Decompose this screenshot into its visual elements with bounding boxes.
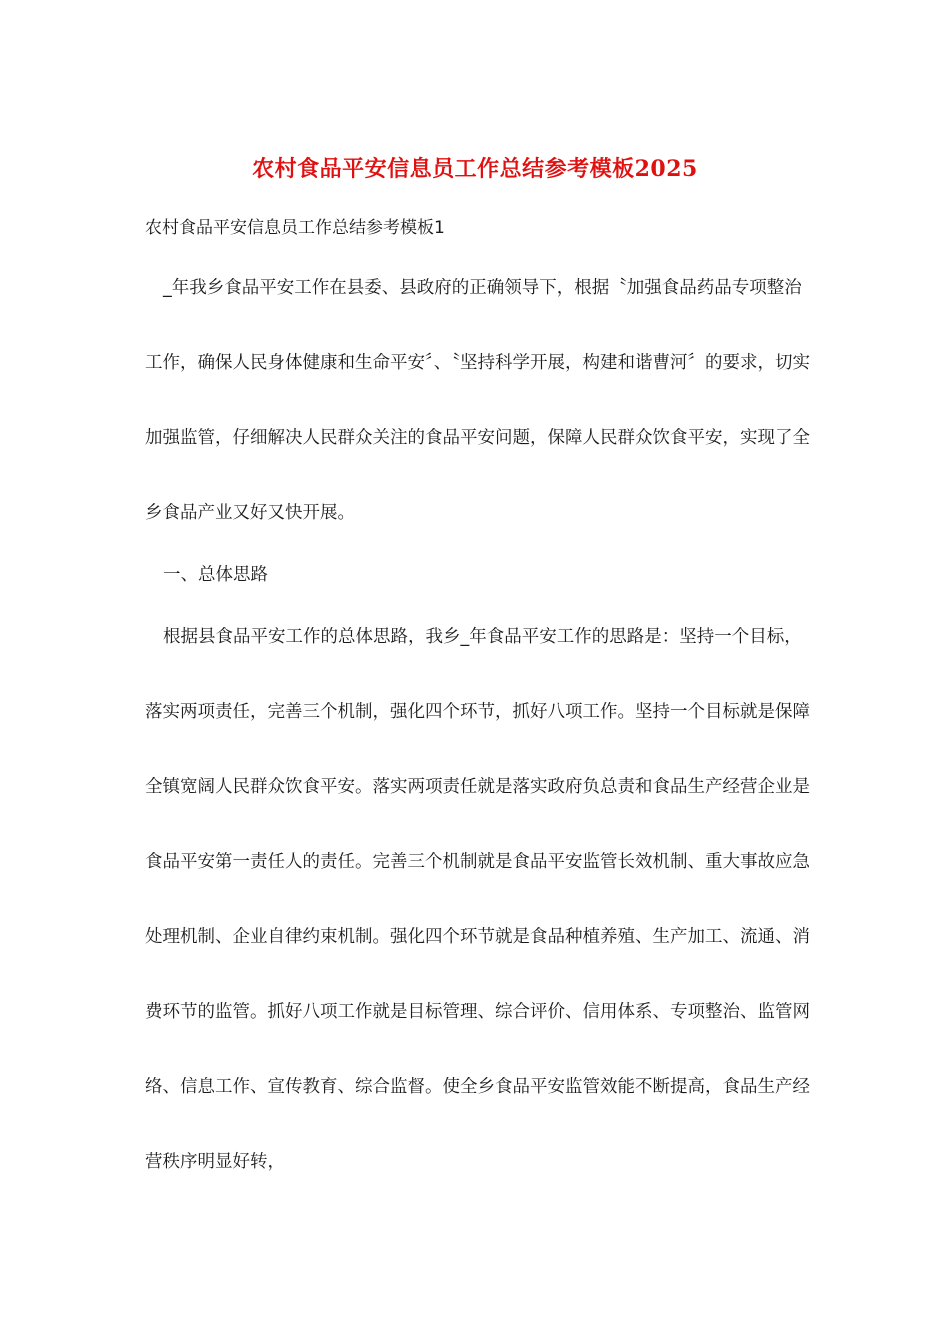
section-heading: 一、总体思路	[163, 565, 268, 585]
paragraph-overall-approach: 根据县食品平安工作的总体思路，我乡_年食品平安工作的思路是：坚持一个目标，落实两项责任，完善三个机制，强化四个环节，抓好八项工作。坚持一个目标就是保障全镇宽阔人民群众饮食平安。落实两项责任就是落实政府负总责和食品生产经营企业是食品平安第一责任人的责任。完善三个机制就是食品平安监管长效机制、重大事故应急处理机制、企业自律约束机制。强化四个环节就是食品种植养殖、生产加工、流通、消费环节的监管。抓好八项工作就是目标管理、综合评价、信用体系、专项整治、监管网络、信息工作、宣传教育、综合监督。使全乡食品平安监管效能不断提高，食品生产经营秩序明显好转，	[145, 627, 810, 1172]
paragraph-intro: _年我乡食品平安工作在县委、县政府的正确领导下，根据〝加强食品药品专项整治工作，确保人民身体健康和生命平安〞、〝坚持科学开展，构建和谐曹河〞的要求，切实加强监管，仔细解决人民群众关注的食品平安问题，保障人民群众饮食平安，实现了全乡食品产业又好又快开展。	[145, 278, 810, 523]
document-subtitle: 农村食品平安信息员工作总结参考模板1	[145, 218, 445, 238]
document-title: 农村食品平安信息员工作总结参考模板2025	[252, 156, 698, 182]
